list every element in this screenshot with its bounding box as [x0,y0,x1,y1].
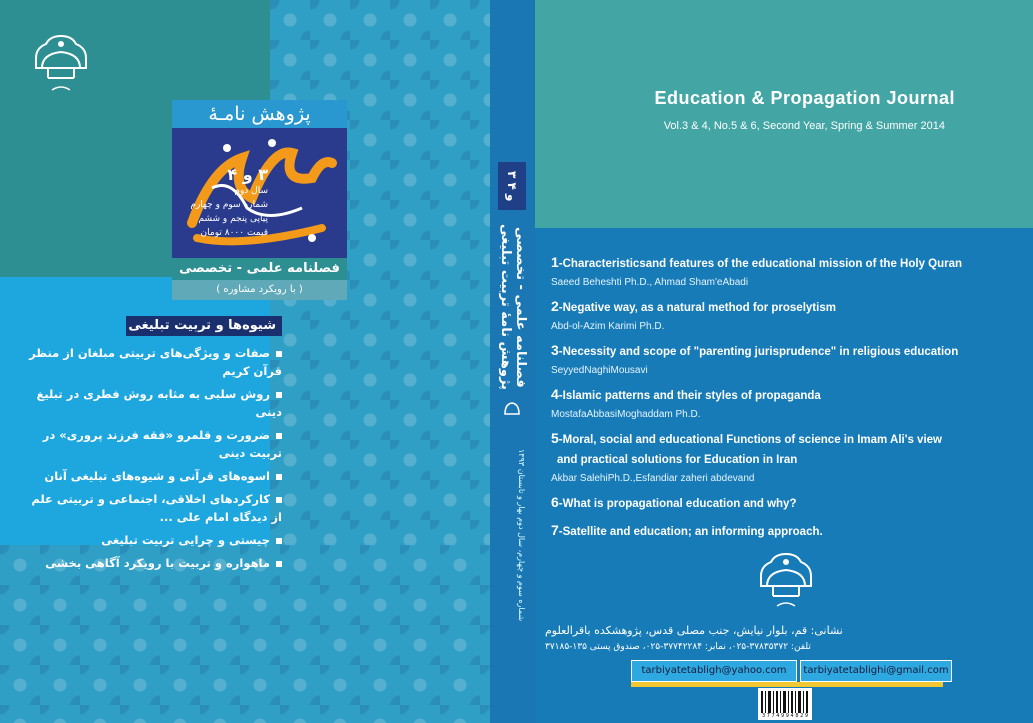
article-item [551,522,1027,540]
article-title-text: -Characteristicsand features of the educational mission of the Holy Quran [558,258,963,270]
issue-info [150,166,268,240]
article-title-text: -Necessity and scope of "parenting jurisprudence" in religious education [558,346,959,358]
article-title-text: -Negative way, as a natural method for proselytism [558,302,836,314]
bullet-icon [276,561,282,567]
toc-item-label: چیستی و چرایی تربیت تبلیغی [101,533,270,547]
toc-item [20,554,282,572]
back-cover [535,0,1033,723]
issue-line: شماره سوم و چهارم [190,200,268,210]
toc-item [20,531,282,549]
article-item [551,254,1027,290]
article-title [551,522,1027,540]
toc-item-label: اسوه‌های قرآنی و شیوه‌های تبلیغی آنان [44,469,270,483]
article-number: 7 [551,522,559,538]
article-number: 4 [551,386,559,402]
phone-line: تلفن: ۳۷۸۳۵۳۷۲-۰۲۵، نمابر: ۳۷۷۴۲۲۸۴-۰۲۵، صندوق پستی ۱۳۵-۳۷۱۸۵ [545,642,811,652]
email-yahoo: tarbiyatetabligh@yahoo.com [631,660,797,682]
toc-heading: شیوه‌ها و تربیت تبلیغی [126,316,282,336]
issue-line: قیمت ۸۰۰۰ تومان [200,228,268,238]
bullet-icon [276,351,282,357]
spine-badge-text: ۳ و ۴ [505,170,519,202]
article-number: 3 [551,342,559,358]
toc-item-label: روش سلبی به مثابه روش فطری در تبلیغ دینی [36,387,282,419]
journal-title-en: Education & Propagation Journal [654,88,955,108]
article-title-text: -Islamic patterns and their styles of propaganda [558,390,821,402]
toc-item-label: ضرورت و قلمرو «فقه فرزند پروری» در تربیت دینی [42,428,282,460]
bullet-icon [276,392,282,398]
article-title [551,342,1027,360]
back-teal-panel [535,0,1033,228]
article-author: Abd-ol-Azim Karimi Ph.D. [551,321,665,332]
toc-item-label: کارکردهای اخلاقی، اجتماعی و تربیتی علم از دیدگاه امام علی ... [31,492,282,524]
issue-line: پیاپی پنجم و ششم [198,214,268,224]
article-author: Akbar SalehiPh.D.,Esfandiar zaheri abdevand [551,473,755,484]
article-title [551,494,1027,512]
article-number: 5 [551,430,559,446]
bullet-icon [276,474,282,480]
article-title [551,298,1027,316]
email-gmail: tarbiyatetablighi@gmail.com [800,660,952,682]
article-author: Saeed Beheshti Ph.D., Ahmad Sham'eAbadi [551,277,749,288]
bullet-icon [276,497,282,503]
article-item [551,342,1027,378]
title-line-1: پژوهش نامـۀ [172,100,347,128]
barcode-number: 3 7 7 4 9 9 4 8 2 9 [761,713,809,719]
article-subtitle: and practical solutions for Education in Iran [557,454,798,466]
article-number: 6 [551,494,559,510]
toc-item [20,490,282,526]
barcode [758,688,812,720]
article-number: 1 [551,254,559,270]
article-author: MostafaAbbasiMoghaddam Ph.D. [551,409,701,420]
bullet-icon [276,433,282,439]
spine [490,0,535,723]
article-title-text: -What is propagational education and why? [558,498,797,510]
article-title [551,430,1027,448]
institute-logo-icon [28,30,94,102]
accent-strip [631,682,943,687]
article-item [551,298,1027,334]
front-cover [0,0,490,723]
spine-badge [498,162,526,210]
toc-item [20,467,282,485]
spine-logo-icon [502,400,522,420]
article-title [551,386,1027,404]
toc-item [20,426,282,462]
article-number: 2 [551,298,559,314]
bullet-icon [276,538,282,544]
article-author: SeyyedNaghiMousavi [551,365,648,376]
article-item [551,430,1027,486]
journal-subtitle-en: Vol.3 & 4, No.5 & 6, Second Year, Spring & Summer 2014 [663,120,945,132]
article-item [551,494,1027,512]
spine-info: شماره سوم و چهارم، سال دوم بهار و تابستان ۱۳۹۳ [517,448,526,622]
title-line-3: ( با رویکرد مشاوره ) [172,280,347,300]
address-line: نشانی: قم، بلوار نیایش، جنب مصلی قدس، پژوهشکده باقرالعلوم [545,624,843,637]
article-list [551,254,1027,540]
spine-title: فصلنامه علمی - تخصصی پژوهش نامۀ تربیت تبلیغی [498,224,528,390]
issue-number: ۳ و ۴ [227,165,268,184]
toc-list [20,344,282,577]
title-line-2: فصلنامه علمی - تخصصی [172,258,347,280]
article-item [551,386,1027,422]
toc-item-label: ماهواره و تربیت با رویکرد آگاهی بخشی [45,556,270,570]
toc-item-label: صفات و ویژگی‌های تربیتی مبلغان از منظر قرآن کریم [29,346,282,378]
article-title-text: -Satellite and education; an informing approach. [558,526,823,538]
article-title-text: -Moral, social and educational Functions of science in Imam Ali's view [558,434,942,446]
toc-item [20,344,282,380]
article-title [551,254,1027,272]
toc-item [20,385,282,421]
institute-logo-icon [751,548,821,618]
issue-line: سال دوم [234,186,268,196]
